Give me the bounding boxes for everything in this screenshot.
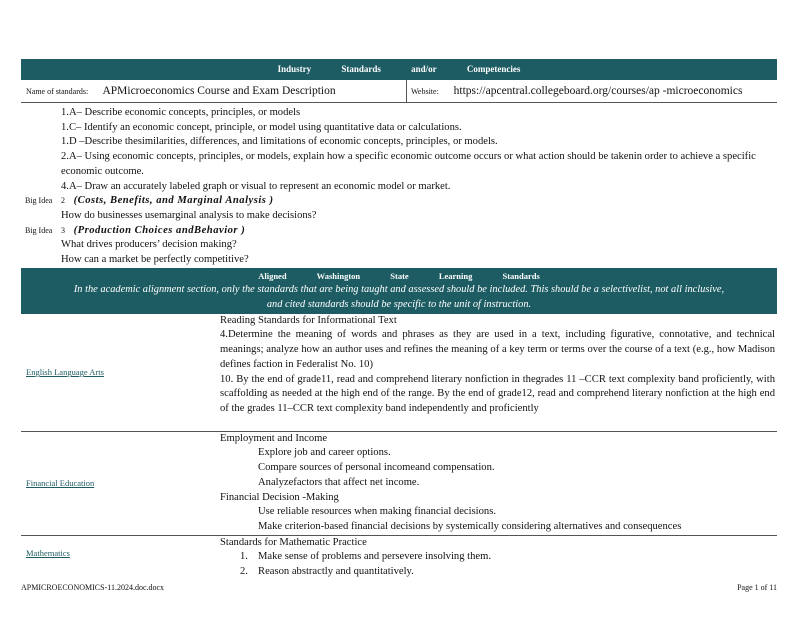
aligned-standards-header	[21, 268, 777, 314]
aligned-note-line-1: In the academic alignment section, only the standards that are being taught and assessed should be included. This should be a selectivelist, not all inclusive,	[73, 284, 725, 296]
website-cell	[407, 80, 777, 102]
aligned-title: Aligned Washington State Learning Standards	[258, 270, 540, 281]
list-item: 1.A– Describe economic concepts, principles, or models	[61, 107, 301, 118]
financial-label[interactable]: Financial Education	[26, 478, 95, 489]
website-label: Website:	[411, 87, 439, 96]
list-item: What drives producers’ decision making?	[61, 239, 237, 251]
header-word: Industry	[277, 64, 312, 74]
name-cell	[21, 80, 407, 102]
header-word: Competencies	[466, 64, 521, 74]
list-item: How do businesses usemarginal analysis to make decisions?	[61, 209, 317, 221]
math-section	[21, 536, 777, 580]
ela-section	[21, 314, 777, 432]
list-item: 4.A– Draw an accurately labeled graph or visual to represent an economic model or market.	[61, 180, 451, 192]
ela-standard-4: 4.Determine the meaning of words and phrases as they are used in a text, including figurative, connotative, and technical meanings; analyze how an author uses and refines the meaning of a key term or terms over the course of a text (e.g., how Madison defines faction in Federalist No. 10)	[220, 329, 775, 370]
list-item: 1.D –Describe thesimilarities, differences, and limitations of economic concepts, principles, or models.	[61, 136, 498, 148]
big-idea-3-questions	[21, 238, 777, 267]
header-word: Standards	[341, 64, 381, 74]
financial-heading-2: Financial Decision -Making	[220, 491, 339, 503]
ela-label[interactable]: English Language Arts	[26, 367, 104, 378]
list-item: Make criterion-based financial decisions by systemically considering alternatives and consequences	[258, 520, 682, 532]
name-value: APMicroeconomics Course and Exam Description	[102, 85, 336, 97]
list-item: 1. Make sense of problems and persevere insolving them.	[240, 551, 492, 563]
list-item: Use reliable resources when making financial decisions.	[258, 506, 496, 518]
list-item: 2. Reason abstractly and quantitatively.	[240, 566, 414, 578]
list-item: Compare sources of personal incomeand compensation.	[258, 462, 495, 474]
big-idea-3: Big Idea 3 (Production Choices andBehavior )	[25, 224, 246, 236]
ela-heading: Reading Standards for Informational Text	[220, 314, 397, 326]
math-heading: Standards for Mathematic Practice	[220, 536, 367, 548]
list-item: Explore job and career options.	[258, 447, 391, 459]
financial-standards	[220, 432, 777, 535]
financial-heading-1: Employment and Income	[220, 432, 328, 444]
aligned-note-line-2: and cited standards should be specific to the unit of instruction.	[266, 298, 532, 310]
ela-standards	[220, 314, 777, 431]
skills-list	[21, 106, 777, 194]
financial-section	[21, 432, 777, 536]
list-item: How can a market be perfectly competitive?	[61, 254, 249, 266]
big-idea-2: Big Idea 2 (Costs, Benefits, and Marginal Analysis )	[25, 195, 274, 207]
ela-standard-10: 10. By the end of grade11, read and comprehend literary nonfiction in thegrades 11 –CCR text complexity band proficiently, with scaffolding as needed at the high end of the range. By the end of grade12, read and comprehend literary nonfiction at the high end of the grades 11–CCR text complexity band independently and proficiently	[220, 373, 775, 414]
list-item: 1.C– Identify an economic concept, principle, or model using quantitative data or calculations.	[61, 121, 462, 133]
name-of-standards-row	[21, 80, 777, 103]
math-standards	[220, 536, 777, 580]
website-link[interactable]: https://apcentral.collegeboard.org/courses/ap -microeconomics	[453, 85, 743, 97]
big-idea-2-questions	[21, 209, 777, 224]
page-number: Page 1 of 11	[737, 583, 777, 592]
document-filename: APMICROECONOMICS-11.2024.doc.docx	[21, 583, 165, 592]
header-word: and/or	[411, 64, 437, 74]
name-label: Name of standards:	[26, 87, 89, 96]
list-item: Analyzefactors that affect net income.	[258, 476, 420, 488]
math-label[interactable]: Mathematics	[26, 547, 70, 558]
industry-standards-header	[21, 59, 777, 80]
list-item: 2.A– Using economic concepts, principles, or models, explain how a specific economic outcome occurs or what action should be takenin order to achieve a specific economic outcome.	[61, 151, 756, 177]
standards-page	[21, 59, 777, 580]
page-footer	[21, 583, 777, 592]
